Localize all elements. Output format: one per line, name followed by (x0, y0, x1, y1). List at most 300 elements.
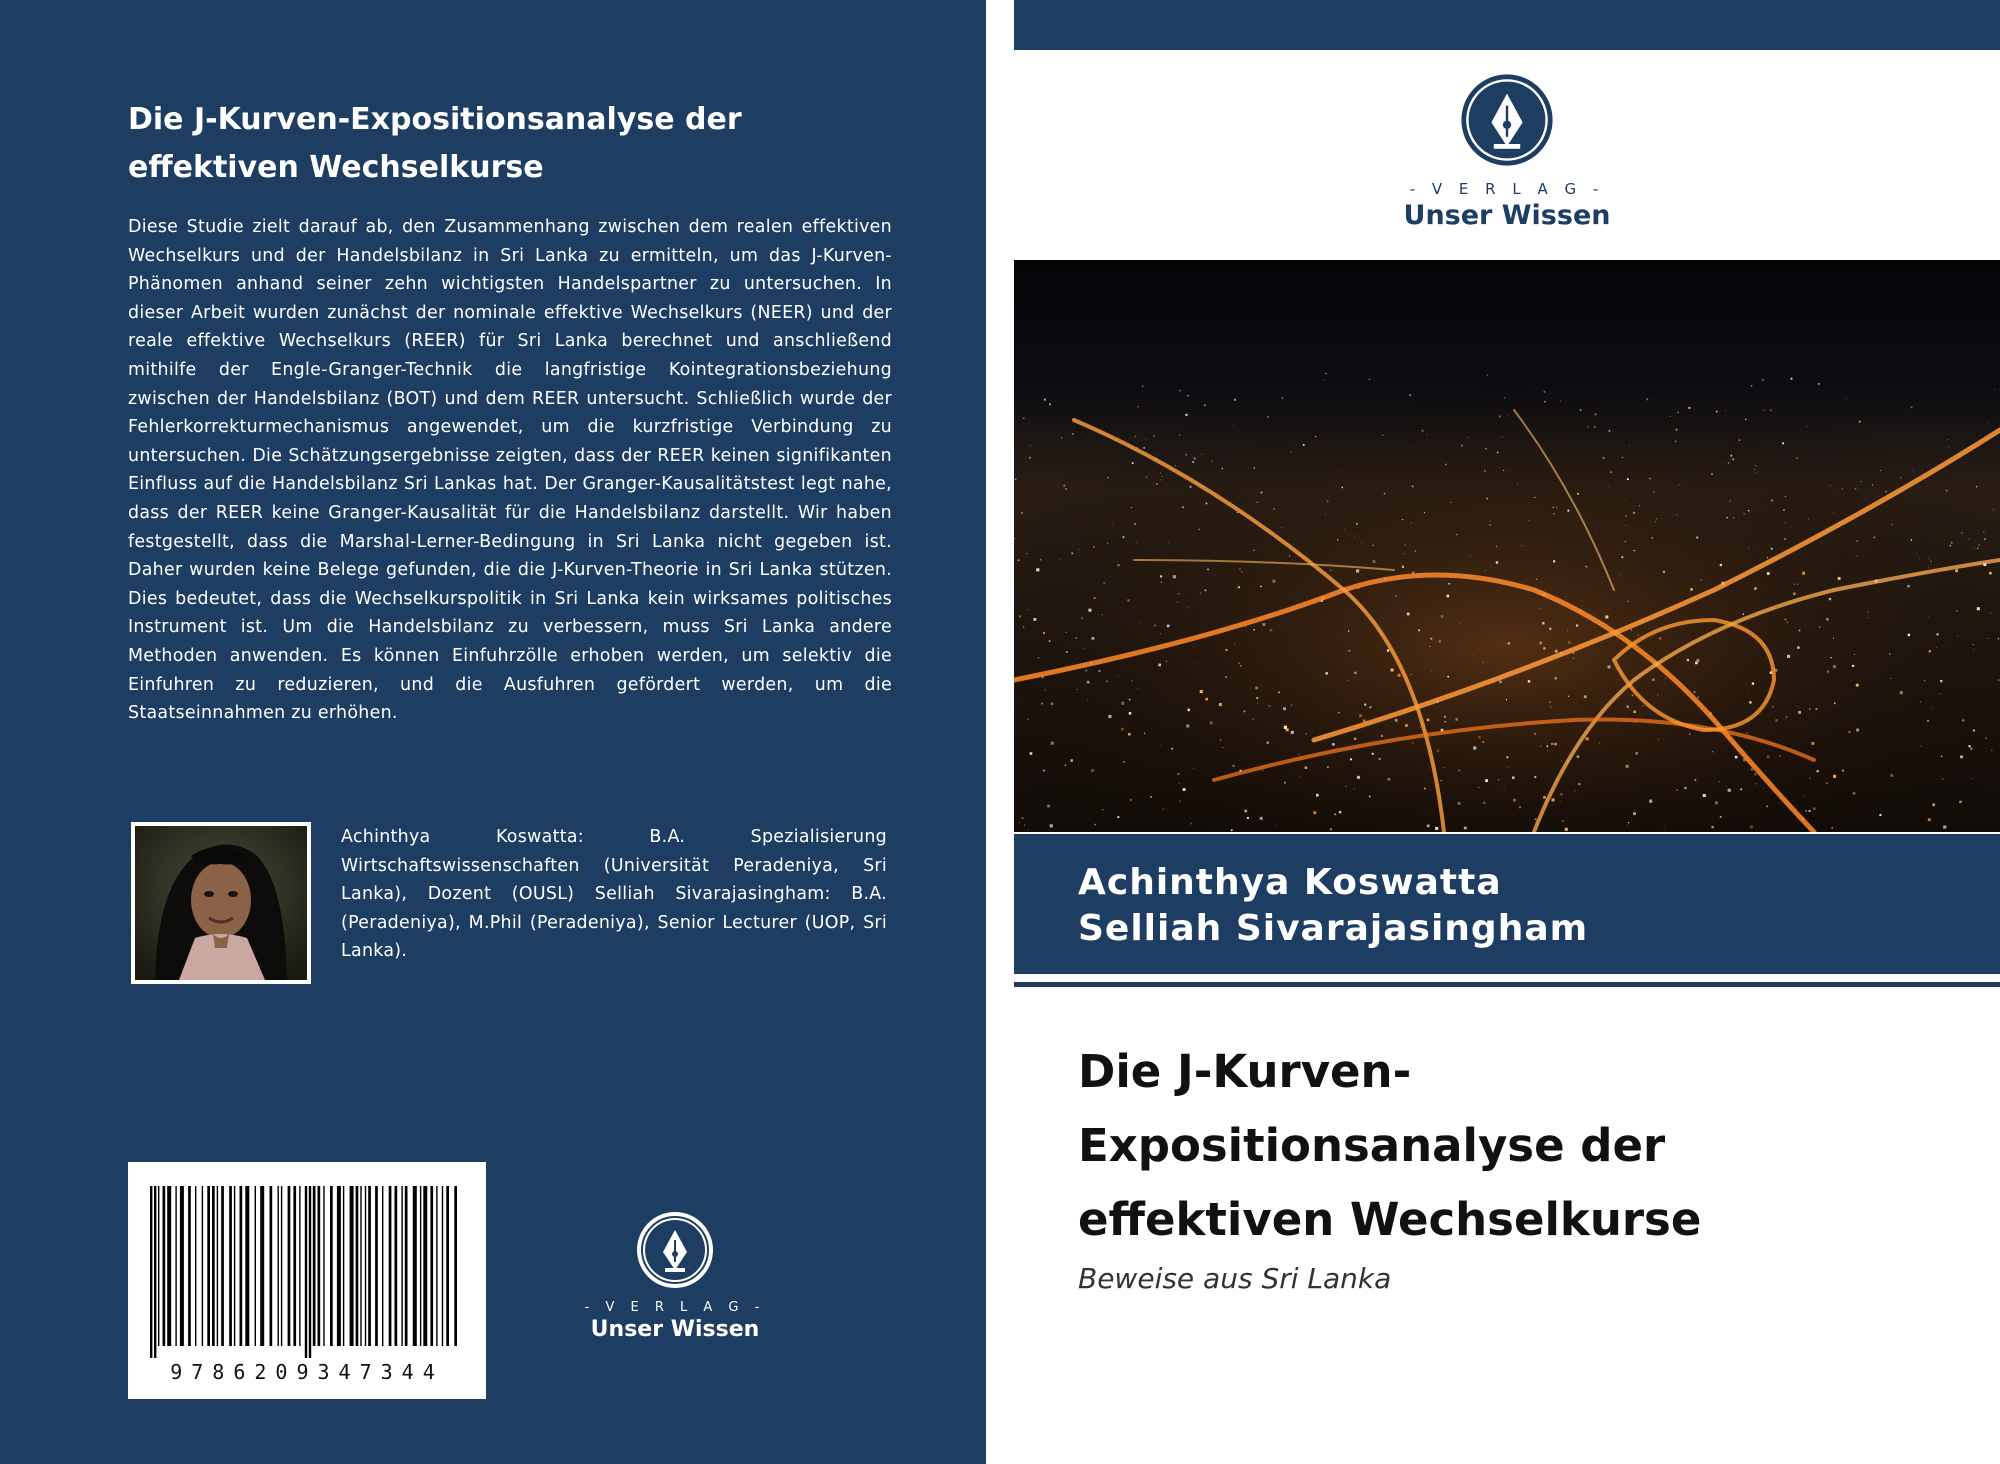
city-light (1656, 518, 1657, 519)
city-light (1728, 462, 1729, 463)
city-light (1485, 448, 1486, 449)
city-light (1373, 545, 1374, 546)
barcode-bar (430, 1186, 433, 1346)
barcode-bar (313, 1186, 316, 1346)
city-light (1927, 720, 1929, 722)
city-light (1955, 569, 1958, 572)
city-light (1482, 741, 1484, 743)
city-light (1344, 530, 1345, 531)
city-light (1267, 416, 1268, 417)
city-light (1086, 670, 1087, 671)
author-name-1: Achinthya Koswatta (1078, 862, 1502, 903)
city-light (1663, 571, 1665, 573)
barcode-bar (212, 1186, 215, 1346)
barcode-bars (128, 1162, 486, 1362)
city-light (1014, 538, 1015, 539)
city-light (1577, 493, 1579, 495)
city-light (1459, 623, 1460, 624)
city-light (1751, 768, 1753, 770)
city-light (1553, 507, 1554, 508)
city-light (1767, 755, 1770, 758)
barcode-guard-bar (309, 1186, 311, 1358)
city-light (1179, 783, 1180, 784)
city-light (1684, 787, 1686, 789)
city-light (1930, 707, 1931, 708)
barcode-bar (175, 1186, 176, 1346)
city-light (1281, 527, 1282, 528)
barcode-bar (278, 1186, 279, 1346)
city-light (1652, 537, 1653, 538)
city-light (1608, 486, 1609, 487)
city-light (1327, 766, 1329, 768)
city-light (1156, 483, 1158, 485)
city-light (1555, 493, 1556, 494)
city-light (1649, 478, 1650, 479)
city-light (1478, 787, 1479, 788)
city-light (1372, 753, 1374, 755)
city-light (1238, 586, 1240, 588)
city-light (1316, 794, 1319, 797)
barcode-bar (375, 1186, 378, 1346)
barcode-bar (260, 1186, 264, 1346)
city-light (1182, 506, 1184, 508)
city-light (1102, 614, 1103, 615)
city-light (1200, 593, 1201, 594)
city-light (1233, 426, 1234, 427)
city-light (1942, 778, 1943, 779)
city-light (1728, 789, 1731, 792)
city-light (1024, 825, 1025, 826)
city-light (1989, 572, 1992, 575)
city-light (1936, 633, 1938, 635)
city-light (1121, 728, 1124, 731)
city-light (1626, 765, 1629, 768)
city-light (1154, 625, 1156, 627)
city-light (1022, 698, 1023, 699)
city-light (1577, 755, 1580, 758)
city-light (1739, 439, 1741, 441)
city-light (1198, 529, 1199, 530)
barcode-bar (299, 1186, 300, 1346)
city-light (1755, 773, 1757, 775)
city-light (1205, 590, 1207, 592)
authors-band (1014, 834, 2000, 974)
city-light (1815, 708, 1817, 710)
isbn-barcode (128, 1162, 486, 1399)
front-publisher-logo (1382, 72, 1632, 232)
city-light (1534, 733, 1536, 735)
city-light (1549, 628, 1551, 630)
city-light (1783, 509, 1785, 511)
city-light (1608, 666, 1611, 669)
city-light (1430, 646, 1431, 647)
city-light (1519, 806, 1521, 808)
city-light (1245, 626, 1246, 627)
city-light (1478, 736, 1480, 738)
city-light (1255, 687, 1258, 690)
city-light (1988, 422, 1989, 423)
city-light (1567, 630, 1568, 631)
city-light (1973, 649, 1974, 650)
city-light (1588, 426, 1589, 427)
city-light (1464, 827, 1467, 830)
city-light (1330, 570, 1331, 571)
city-light (1178, 773, 1180, 775)
city-light (1049, 403, 1051, 405)
city-light (1369, 379, 1370, 380)
city-light (1206, 503, 1208, 505)
city-light (1833, 775, 1836, 778)
city-light (1764, 410, 1765, 411)
city-light (1134, 523, 1136, 525)
city-light (1971, 778, 1972, 779)
city-light (1622, 556, 1624, 558)
city-light (1951, 542, 1953, 544)
city-light (1949, 447, 1950, 448)
city-light (1573, 658, 1574, 659)
city-light (1784, 538, 1786, 540)
city-light (1605, 615, 1608, 618)
city-light (1098, 670, 1100, 672)
city-light (1735, 756, 1738, 759)
barcode-guard-bar (154, 1186, 156, 1358)
city-light (1450, 502, 1451, 503)
city-light (1549, 701, 1551, 703)
barcode-bar (360, 1186, 361, 1346)
city-light (1930, 561, 1932, 563)
city-light (1798, 711, 1801, 714)
city-light (1978, 545, 1979, 546)
barcode-bar (401, 1186, 402, 1346)
city-light (1622, 457, 1623, 458)
city-light (1703, 794, 1706, 797)
city-light (1278, 692, 1280, 694)
city-light (1535, 818, 1537, 820)
city-light (1715, 801, 1718, 804)
city-light (1842, 770, 1844, 772)
city-light (1811, 742, 1814, 745)
barcode-bar (420, 1186, 421, 1346)
barcode-bar (395, 1186, 398, 1346)
city-light (1813, 807, 1816, 810)
city-light (1143, 447, 1145, 449)
city-light (1404, 554, 1405, 555)
city-light (1874, 537, 1875, 538)
city-light (1555, 650, 1558, 653)
city-light (1498, 779, 1499, 780)
city-light (1628, 601, 1629, 602)
city-light (1900, 477, 1901, 478)
city-light (1083, 648, 1084, 649)
city-light (1833, 512, 1834, 513)
barcode-bar (288, 1186, 291, 1346)
city-light (1597, 532, 1598, 533)
barcode-bar (356, 1186, 359, 1346)
city-light (1806, 426, 1807, 427)
city-light (1917, 555, 1918, 556)
city-light (1131, 507, 1132, 508)
city-light (1422, 430, 1424, 432)
city-light (1771, 548, 1773, 550)
city-light (1586, 566, 1587, 567)
city-light (1720, 816, 1722, 818)
city-light (1405, 724, 1408, 727)
city-light (1043, 632, 1045, 634)
barcode-bar (446, 1186, 449, 1346)
back-publisher-name: Unser Wissen (590, 1317, 760, 1342)
city-light (1534, 497, 1535, 498)
city-light (1137, 406, 1139, 408)
city-light (1960, 755, 1963, 758)
author-bio: Achinthya Koswatta: B.A. Spezialisierung Wirtschaftswissenschaften (Universität Peradeniya, Sri Lanka), Dozent (OUSL) Selliah Sivarajasingham: B.A. (Peradeniya), M.Phil (Peradeniya), Senior Lecturer (UOP, Sri Lanka). (341, 827, 887, 962)
city-light (1578, 783, 1580, 785)
barcode-bar (270, 1186, 273, 1346)
city-light (1142, 386, 1143, 387)
city-light (1381, 735, 1383, 737)
city-light (1350, 758, 1352, 760)
city-light (1094, 769, 1095, 770)
city-light (1291, 452, 1292, 453)
city-light (1395, 719, 1398, 722)
city-light (1325, 514, 1326, 515)
city-light (1405, 544, 1406, 545)
city-light (1444, 767, 1445, 768)
city-light (1260, 586, 1261, 587)
city-light (1859, 421, 1861, 423)
city-light (1244, 711, 1246, 713)
city-light (1860, 481, 1861, 482)
city-light (1677, 789, 1679, 791)
barcode-bar (442, 1186, 443, 1346)
city-light (1831, 827, 1833, 829)
city-light (1439, 640, 1441, 642)
city-light (1539, 608, 1540, 609)
city-light (1231, 829, 1233, 831)
city-light (1988, 638, 1989, 639)
city-light (1420, 726, 1421, 727)
city-light (1204, 404, 1206, 406)
city-light (1065, 488, 1067, 490)
city-light (1634, 810, 1635, 811)
city-light (1364, 704, 1366, 706)
barcode-bar (318, 1186, 321, 1346)
city-light (1892, 524, 1893, 525)
city-light (1775, 719, 1778, 722)
city-light (1190, 823, 1192, 825)
front-cover (1014, 0, 2000, 1464)
city-light (1431, 671, 1432, 672)
city-light (1496, 561, 1498, 563)
city-light (1107, 543, 1108, 544)
city-light (1676, 429, 1678, 431)
city-light (1305, 733, 1306, 734)
barcode-bar (229, 1186, 232, 1346)
city-light (1356, 523, 1358, 525)
city-light (1689, 733, 1691, 735)
city-light (1609, 430, 1611, 432)
city-light (1711, 473, 1713, 475)
city-light (1595, 413, 1597, 415)
city-light (1580, 409, 1581, 410)
city-light (1928, 567, 1929, 568)
city-light (1984, 538, 1986, 540)
city-light (1856, 556, 1857, 557)
city-light (1994, 389, 1995, 390)
barcode-bar (188, 1186, 191, 1346)
city-light (1160, 745, 1161, 746)
city-light (1908, 634, 1910, 636)
city-light (1187, 607, 1188, 608)
city-light (1253, 718, 1254, 719)
fountain-pen-nib-icon (1459, 72, 1555, 168)
city-light (1136, 542, 1137, 543)
city-light (1486, 570, 1487, 571)
city-light (1948, 439, 1949, 440)
city-light (1701, 579, 1703, 581)
city-light (1107, 477, 1108, 478)
city-light (1740, 789, 1742, 791)
city-light (1027, 719, 1028, 720)
city-light (1129, 699, 1130, 700)
barcode-bar (350, 1186, 354, 1346)
city-light (1629, 445, 1630, 446)
city-light (1072, 433, 1074, 435)
city-light (1794, 584, 1795, 585)
city-light (1162, 476, 1163, 477)
city-light (1991, 750, 1992, 751)
city-light (1139, 622, 1140, 623)
barcode-bar (343, 1186, 344, 1346)
city-light (1127, 599, 1129, 601)
city-light (1238, 662, 1240, 664)
city-light (1456, 534, 1457, 535)
city-light (1512, 776, 1515, 779)
barcode-bar (413, 1186, 417, 1346)
city-light (1540, 746, 1541, 747)
city-light (1977, 607, 1980, 610)
city-light (1560, 401, 1561, 402)
city-light (1254, 467, 1255, 468)
city-light (1461, 445, 1463, 447)
author-name-2: Selliah Sivarajasingham (1078, 908, 1589, 949)
city-light (1854, 654, 1855, 655)
city-light (1654, 492, 1655, 493)
city-light (1826, 782, 1828, 784)
city-light (1161, 581, 1163, 583)
city-light (1359, 569, 1360, 570)
city-light (1186, 724, 1189, 727)
city-light (1856, 729, 1859, 732)
city-light (1567, 510, 1569, 512)
city-light (1694, 691, 1696, 693)
city-light (1128, 733, 1131, 736)
barcode-bar (368, 1186, 371, 1346)
barcode-bar (281, 1186, 282, 1346)
city-light (1838, 577, 1841, 580)
city-light (1305, 766, 1308, 769)
city-light (1234, 399, 1236, 401)
city-light (1809, 708, 1810, 709)
city-light (1852, 665, 1854, 667)
author-portrait-image (135, 826, 307, 980)
city-light (1542, 622, 1544, 624)
city-light (1185, 454, 1187, 456)
city-light (1289, 772, 1290, 773)
city-light (1784, 522, 1785, 523)
city-light (1586, 737, 1589, 740)
city-light (1756, 472, 1757, 473)
city-light (1779, 755, 1780, 756)
city-light (1205, 698, 1208, 701)
city-light (1322, 707, 1323, 708)
city-light (1444, 716, 1446, 718)
city-light (1855, 488, 1857, 490)
city-light (1962, 719, 1964, 721)
city-light (1015, 479, 1016, 480)
city-light (1974, 548, 1975, 549)
city-light (1748, 510, 1749, 511)
barcode-bar (163, 1186, 166, 1346)
barcode-bar (365, 1186, 366, 1346)
city-light (1094, 824, 1096, 826)
city-light (1445, 464, 1447, 466)
city-light (1940, 693, 1941, 694)
city-light (1160, 575, 1162, 577)
city-light (1077, 689, 1078, 690)
city-light (1257, 702, 1258, 703)
city-light (1556, 507, 1558, 509)
city-light (1187, 395, 1188, 396)
city-light (1690, 588, 1693, 591)
city-light (1103, 582, 1105, 584)
city-light (1146, 439, 1147, 440)
barcode-bar (389, 1186, 392, 1346)
city-light (1508, 642, 1511, 645)
city-light (1732, 458, 1734, 460)
city-light (1762, 379, 1764, 381)
city-light (1474, 654, 1475, 655)
city-light (1357, 776, 1360, 779)
city-light (1106, 681, 1108, 683)
city-light (1496, 546, 1497, 547)
city-light (1627, 478, 1629, 480)
barcode-bar (293, 1186, 296, 1346)
city-light (1051, 742, 1054, 745)
city-light (1441, 615, 1444, 618)
city-light (1207, 569, 1208, 570)
city-light (1912, 470, 1913, 471)
city-light (1146, 476, 1148, 478)
city-light (1746, 733, 1747, 734)
city-light (1827, 671, 1829, 673)
city-light (1201, 454, 1202, 455)
city-light (1179, 435, 1180, 436)
city-light (1664, 826, 1665, 827)
city-light (1907, 585, 1909, 587)
city-light (1900, 691, 1903, 694)
city-light (1407, 613, 1410, 616)
barcode-bar (423, 1186, 427, 1346)
barcode-bar (245, 1186, 249, 1346)
city-light (1130, 799, 1132, 801)
city-light (1354, 788, 1355, 789)
city-light (1354, 536, 1355, 537)
city-light (1635, 752, 1638, 755)
city-light (1131, 680, 1132, 681)
city-light (1483, 802, 1485, 804)
city-light (1132, 462, 1134, 464)
city-light (1402, 519, 1403, 520)
